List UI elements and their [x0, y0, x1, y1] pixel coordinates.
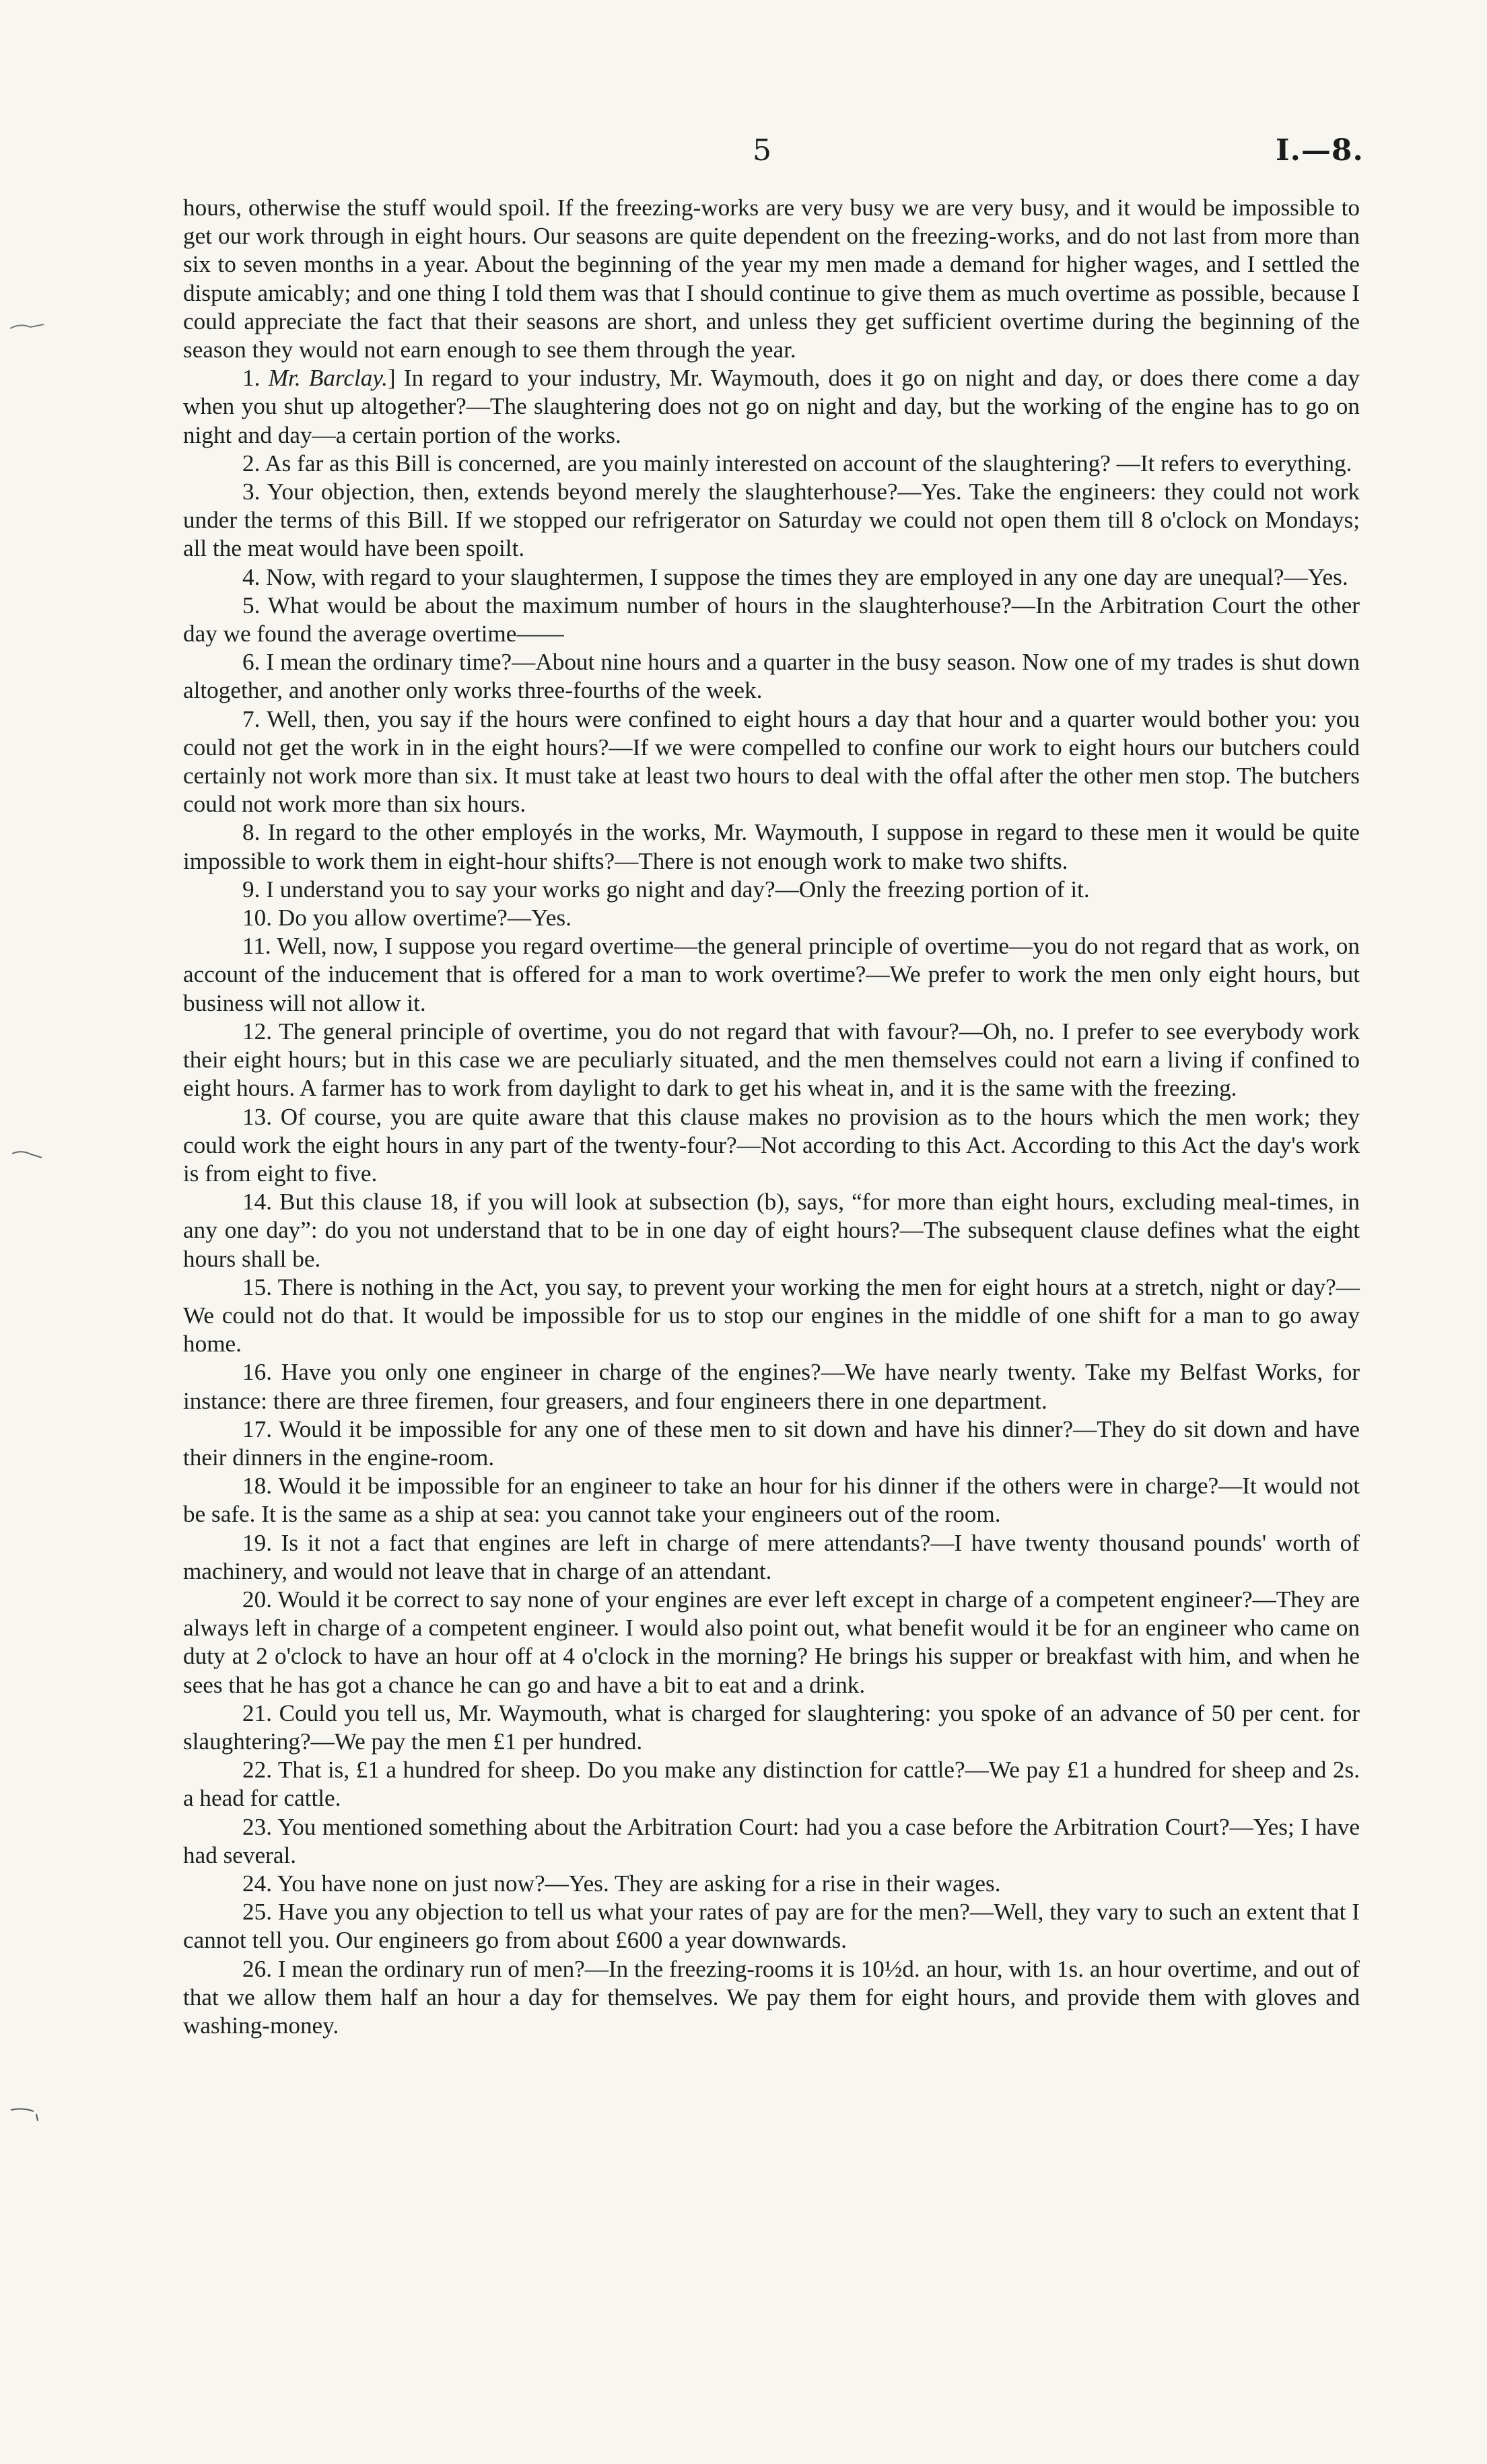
question-number: 9. — [242, 876, 261, 903]
question-paragraph — [183, 648, 1360, 705]
question-number: 6. — [242, 649, 261, 676]
question-number: 13. — [242, 1103, 272, 1130]
question-paragraph — [183, 592, 1360, 648]
question-number: 11. — [242, 933, 271, 960]
question-paragraph — [183, 1273, 1360, 1359]
question-text: I understand you to say your works go night and day?—Only the freezing portion of it. — [266, 876, 1090, 903]
question-text: But this clause 18, if you will look at subsection (b), says, “for more than eight hours, excluding meal-times, in any one day”: do you not understand that to be in one day of eight hours?—The subsequent clause defines what the eight hours shall be. — [183, 1189, 1360, 1272]
margin-mark-icon — [7, 316, 47, 337]
question-text: I mean the ordinary run of men?—In the freezing-rooms it is 10½d. an hour, with 1s. an hour overtime, and out of that we allow them half an hour a day for themselves. We pay them for eight hours, and provide them with gloves and washing-money. — [183, 1955, 1360, 2039]
question-paragraph — [183, 705, 1360, 819]
question-paragraph — [183, 563, 1360, 592]
question-text: I mean the ordinary time?—About nine hours and a quarter in the busy season. Now one of my trades is shut down altogether, and another only works three-fourths of the week. — [183, 649, 1360, 704]
question-text: That is, £1 a hundred for sheep. Do you make any distinction for cattle?—We pay £1 a hundred for sheep and 2s. a head for cattle. — [183, 1757, 1360, 1812]
question-list — [183, 364, 1360, 2040]
question-text: You have none on just now?—Yes. They are asking for a rise in their wages. — [277, 1870, 1001, 1897]
margin-mark-icon — [7, 1144, 47, 1164]
question-paragraph — [183, 1586, 1360, 1699]
question-number: 19. — [242, 1529, 272, 1556]
question-paragraph — [183, 478, 1360, 563]
question-number: 24. — [242, 1870, 272, 1897]
question-number: 2. — [242, 450, 261, 477]
page-number: 5 — [753, 133, 772, 168]
question-number: 15. — [242, 1273, 272, 1300]
question-text: Have you any objection to tell us what your rates of pay are for the men?—Well, they vary to such an extent that I cannot tell you. Our engineers go from about £600 a year downwards. — [183, 1899, 1360, 1954]
question-paragraph — [183, 1699, 1360, 1756]
question-text: The general principle of overtime, you do not regard that with favour?—Oh, no. I prefer to see everybody work their eight hours; but in this case we are peculiarly situated, and the men themselves could not earn a living if confined to eight hours. A farmer has to work from daylight to dark to get his wheat in, and it is the same with the freezing. — [183, 1018, 1360, 1102]
question-paragraph — [183, 1955, 1360, 2041]
question-text: Is it not a fact that engines are left in charge of mere attendants?—I have twenty thousand pounds' worth of machinery, and would not leave that in charge of an attendant. — [183, 1529, 1360, 1584]
question-text: Have you only one engineer in charge of the engines?—We have nearly twenty. Take my Belfast Works, for instance: there are three firemen, four greasers, and four engineers there in one department. — [183, 1359, 1360, 1414]
question-number: 7. — [242, 705, 261, 732]
question-text: Well, now, I suppose you regard overtime—the general principle of overtime—you do not regard that as work, on account of the inducement that is offered for a man to work overtime?—We prefer to work the men only eight hours, but business will not allow it. — [183, 933, 1360, 1016]
question-number: 12. — [242, 1018, 272, 1045]
question-text: ] In regard to your industry, Mr. Waymouth, does it go on night and day, or does there come a day when you shut up altogether?—The slaughtering does not go on night and day, but the working of the engine has to go on night and day—a certain portion of the works. — [183, 365, 1360, 448]
question-text: You mentioned something about the Arbitration Court: had you a case before the Arbitration Court?—Yes; I have had several. — [183, 1813, 1360, 1868]
question-number: 1. — [242, 365, 261, 392]
question-paragraph — [183, 364, 1360, 450]
question-paragraph — [183, 1813, 1360, 1870]
question-number: 8. — [242, 819, 261, 846]
question-number: 3. — [242, 479, 261, 505]
question-paragraph — [183, 876, 1360, 904]
question-paragraph — [183, 904, 1360, 932]
question-text: Of course, you are quite aware that this clause makes no provision as to the hours which the men work; they could work the eight hours in any part of the twenty-four?—Not according to this Act. According to this Act the day's work is from eight to five. — [183, 1103, 1360, 1187]
question-number: 21. — [242, 1699, 272, 1726]
question-number: 20. — [242, 1586, 272, 1613]
question-number: 4. — [242, 563, 261, 590]
question-paragraph — [183, 450, 1360, 478]
question-paragraph — [183, 1756, 1360, 1812]
question-paragraph — [183, 932, 1360, 1018]
question-text: There is nothing in the Act, you say, to prevent your working the men for eight hours at a stretch, night or day?—We could not do that. It would be impossible for us to stop our engines in the middle of one shift for a man to go away home. — [183, 1273, 1360, 1358]
question-paragraph — [183, 1018, 1360, 1103]
question-number: 10. — [242, 905, 272, 931]
question-text: Would it be impossible for an engineer to take an hour for his dinner if the others were in charge?—It would not be safe. It is the same as a ship at sea: you cannot take your engineers out of the room. — [183, 1473, 1360, 1528]
question-paragraph — [183, 1472, 1360, 1528]
question-number: 17. — [242, 1415, 272, 1442]
question-number: 22. — [242, 1757, 272, 1784]
question-text: What would be about the maximum number of hours in the slaughterhouse?—In the Arbitration Court the other day we found the average overtime—— — [183, 592, 1360, 647]
question-text: Now, with regard to your slaughtermen, I suppose the times they are employed in any one day are unequal?—Yes. — [266, 563, 1348, 590]
margin-mark-icon — [7, 2103, 47, 2123]
testimony-text — [183, 194, 1360, 2040]
question-paragraph — [183, 1188, 1360, 1273]
question-paragraph — [183, 1898, 1360, 1955]
question-text: Would it be impossible for any one of these men to sit down and have his dinner?—They do sit down and have their dinners in the engine-room. — [183, 1415, 1360, 1471]
opening-paragraph: hours, otherwise the stuff would spoil. If the freezing-works are very busy we are very busy, and it would be impossible to get our work through in eight hours. Our seasons are quite dependent on the freezing-works, and do not last from more than six to seven months in a year. About the beginning of the year my men made a demand for higher wages, and I settled the dispute amicably; and one thing I told them was that I should continue to give them as much overtime as possible, because I could appreciate the fact that their seasons are short, and unless they get sufficient overtime during the beginning of the season they would not earn enough to see them through the year. — [183, 195, 1360, 363]
question-text: As far as this Bill is concerned, are you mainly interested on account of the slaughtering? —It refers to everything. — [265, 450, 1352, 477]
question-number: 18. — [242, 1473, 272, 1500]
document-reference: I.—8. — [1276, 133, 1364, 168]
page-header — [0, 133, 1487, 174]
question-paragraph — [183, 1529, 1360, 1586]
question-text: In regard to the other employés in the works, Mr. Waymouth, I suppose in regard to these men it would be quite impossible to work them in eight-hour shifts?—There is not enough work to make two shifts. — [183, 819, 1360, 874]
question-paragraph — [183, 1358, 1360, 1415]
question-number: 14. — [242, 1189, 272, 1216]
question-paragraph — [183, 818, 1360, 875]
question-text: Would it be correct to say none of your engines are ever left except in charge of a competent engineer?—They are always left in charge of a competent engineer. I would also point out, what benefit would it be for an engineer who came on duty at 2 o'clock to have an hour off at 4 o'clock in the morning? He brings his supper or breakfast with him, and when he sees that he has got a chance he can go and have a bit to eat and a drink. — [183, 1586, 1360, 1698]
question-text: Your objection, then, extends beyond merely the slaughterhouse?—Yes. Take the engineers: they could not work under the terms of this Bill. If we stopped our refrigerator on Saturday we could not open them till 8 o'clock on Mondays; all the meat would have been spoilt. — [183, 479, 1360, 562]
question-number: 16. — [242, 1359, 272, 1386]
question-number: 5. — [242, 592, 261, 619]
question-text: Well, then, you say if the hours were confined to eight hours a day that hour and a quarter would bother you: you could not get the work in in the eight hours?—If we were compelled to confine our work to eight hours our butchers could certainly not work more than six. It must take at least two hours to deal with the offal after the other men stop. The butchers could not work more than six hours. — [183, 705, 1360, 818]
question-number: 25. — [242, 1899, 272, 1926]
question-text: Do you allow overtime?—Yes. — [277, 905, 572, 931]
question-text: Could you tell us, Mr. Waymouth, what is charged for slaughtering: you spoke of an advance of 50 per cent. for slaughtering?—We pay the men £1 per hundred. — [183, 1699, 1360, 1755]
question-paragraph — [183, 1870, 1360, 1898]
question-paragraph — [183, 1103, 1360, 1189]
question-paragraph — [183, 1415, 1360, 1472]
speaker-name: Mr. Barclay. — [268, 365, 388, 392]
question-number: 23. — [242, 1813, 272, 1840]
question-number: 26. — [242, 1955, 272, 1982]
